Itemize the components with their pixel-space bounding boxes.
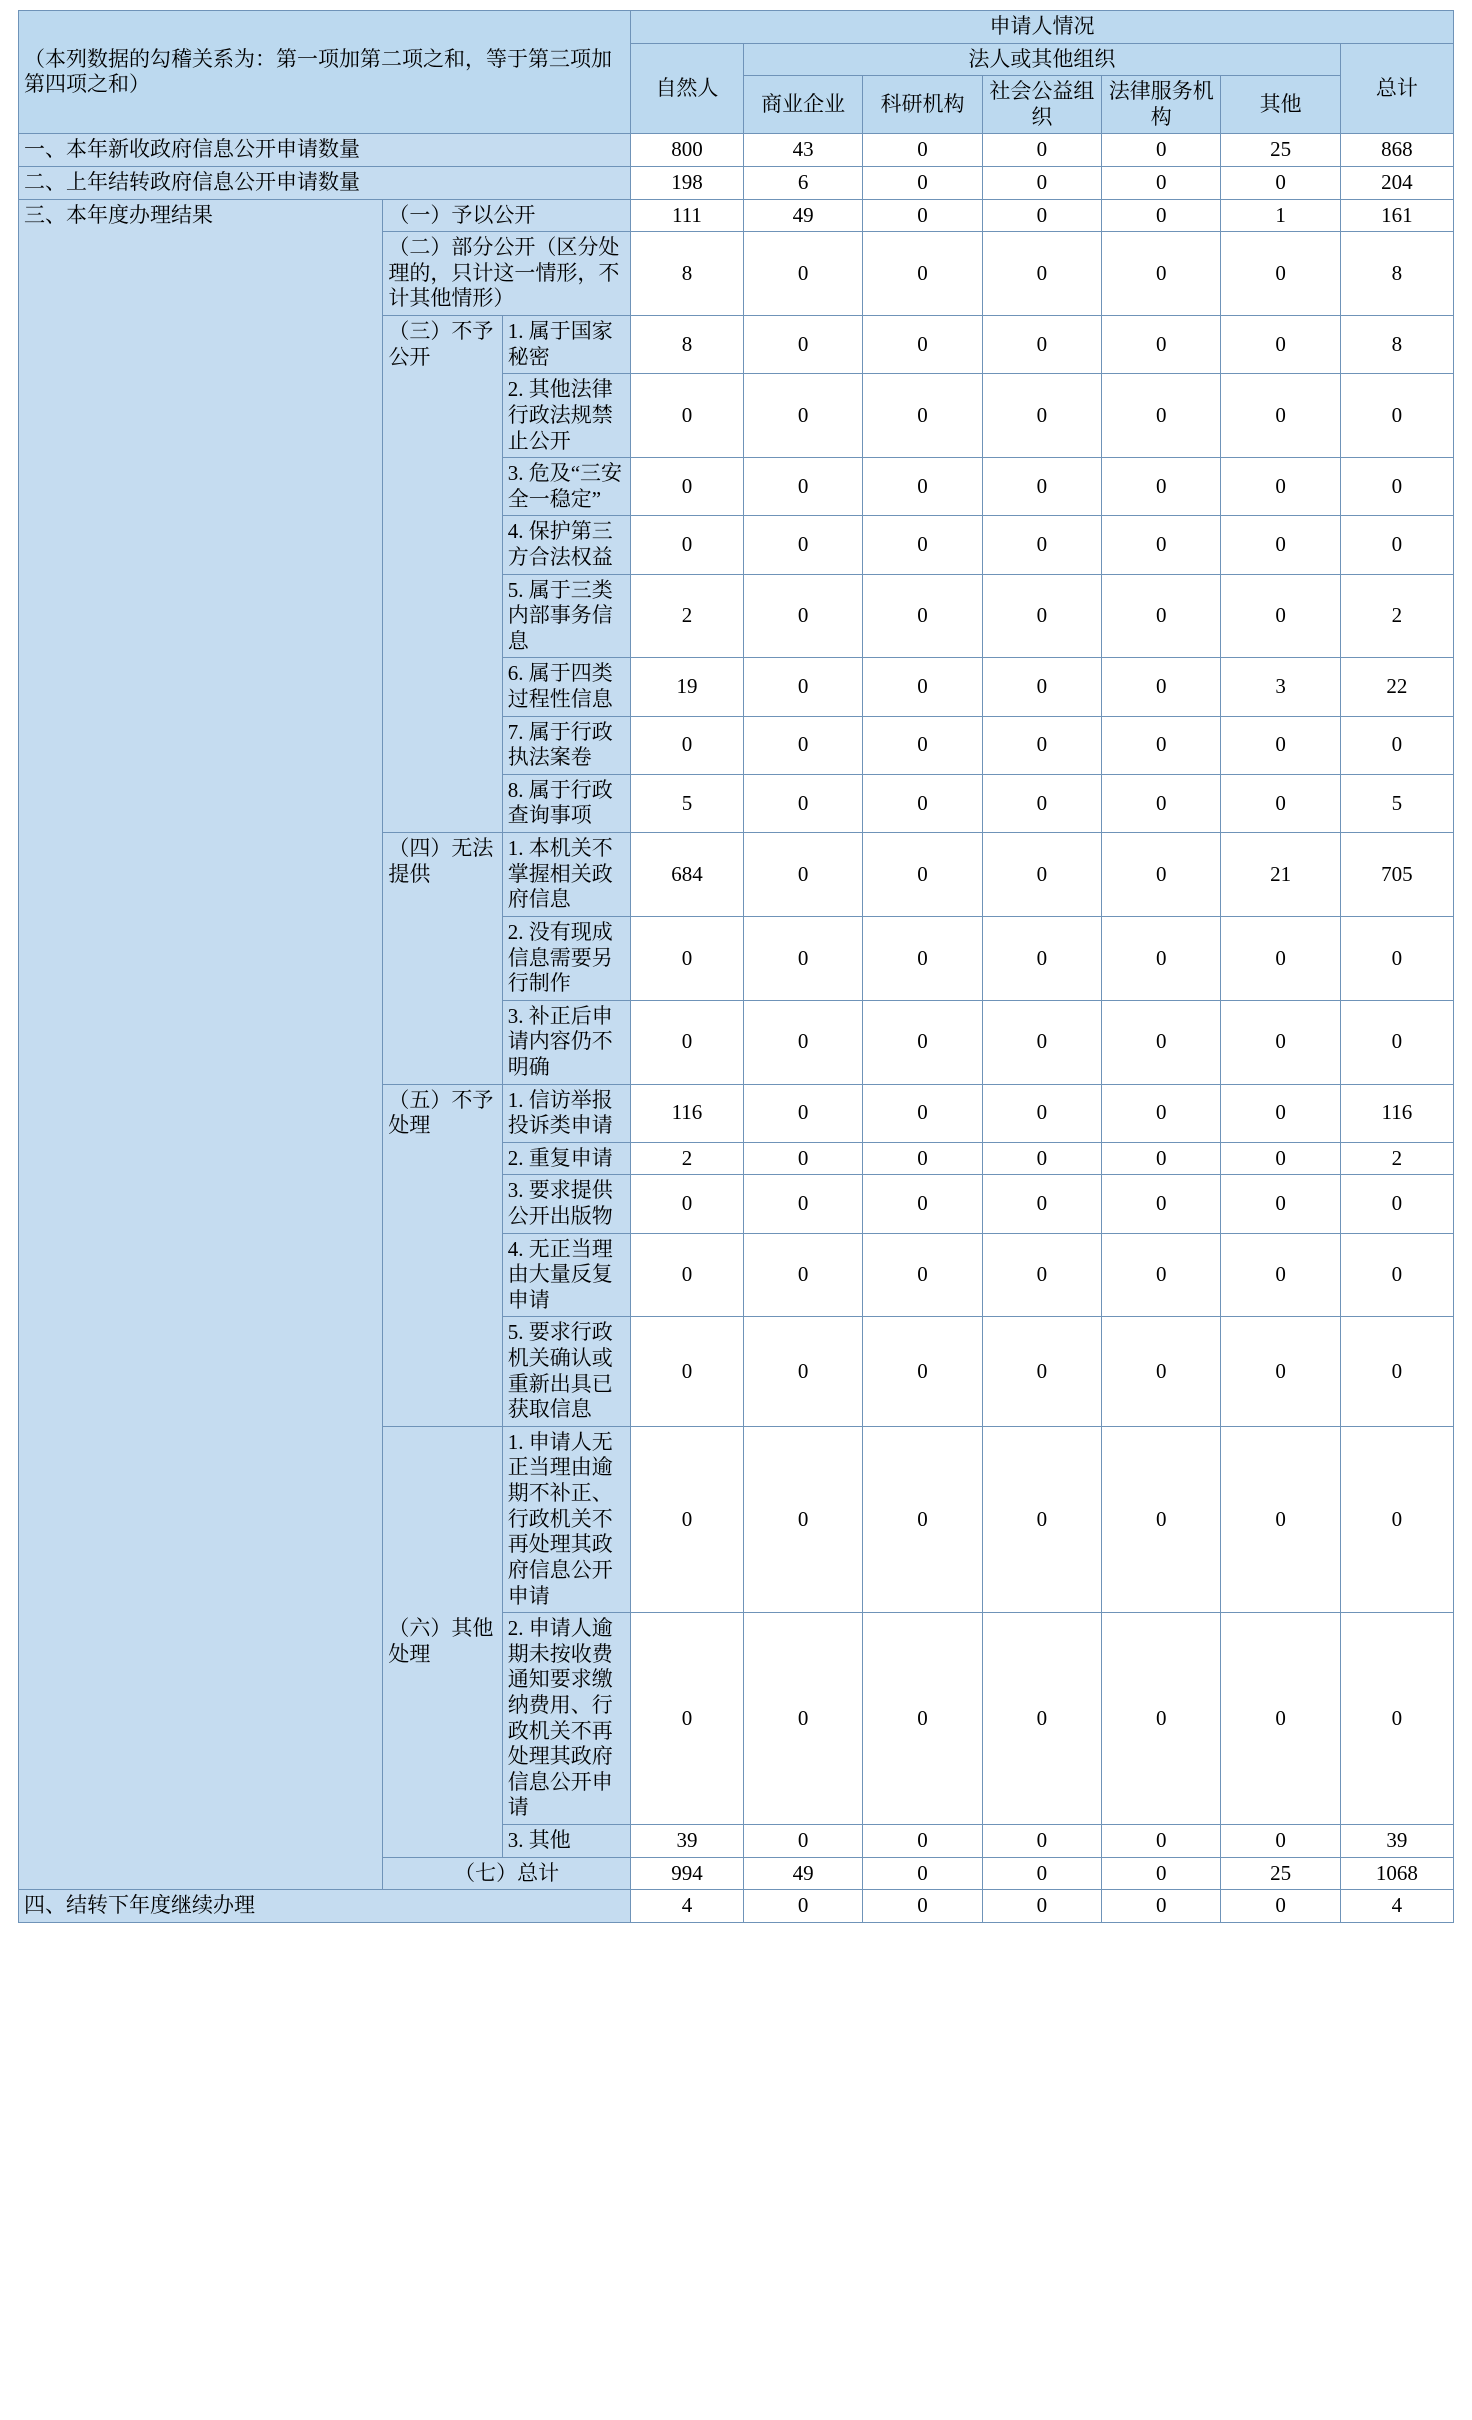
cell-value: 0 bbox=[1221, 1142, 1340, 1175]
cell-value: 0 bbox=[982, 1613, 1101, 1825]
row-sublabel-still-unclear: 3. 补正后申请内容仍不明确 bbox=[502, 1000, 630, 1084]
cell-value: 0 bbox=[1102, 232, 1221, 316]
cell-value: 0 bbox=[1221, 1084, 1340, 1142]
cell-value: 0 bbox=[743, 1142, 862, 1175]
row-sublabel-three-safety: 3. 危及“三安全一稳定” bbox=[502, 458, 630, 516]
cell-value: 0 bbox=[1102, 1233, 1221, 1317]
cell-value: 39 bbox=[630, 1825, 743, 1858]
cell-value: 0 bbox=[982, 1142, 1101, 1175]
cell-value: 0 bbox=[743, 458, 862, 516]
row-sublabel-no-correction: 1. 申请人无正当理由逾期不补正、行政机关不再处理其政府信息公开申请 bbox=[502, 1426, 630, 1612]
cell-value: 0 bbox=[743, 1084, 862, 1142]
header-natural-person: 自然人 bbox=[630, 43, 743, 134]
row-label-other-handling: （六）其他处理 bbox=[383, 1426, 502, 1857]
cell-value: 0 bbox=[1340, 1317, 1453, 1426]
cell-value: 0 bbox=[863, 658, 982, 716]
cell-value: 8 bbox=[1340, 316, 1453, 374]
cell-value: 0 bbox=[1340, 1233, 1453, 1317]
cell-value: 0 bbox=[863, 574, 982, 658]
cell-value: 1 bbox=[1221, 199, 1340, 232]
cell-value: 0 bbox=[863, 516, 982, 574]
cell-value: 0 bbox=[630, 1426, 743, 1612]
header-grand-total: 总计 bbox=[1340, 43, 1453, 134]
cell-value: 21 bbox=[1221, 833, 1340, 917]
cell-value: 0 bbox=[1221, 774, 1340, 832]
cell-value: 0 bbox=[982, 167, 1101, 200]
cell-value: 0 bbox=[863, 1825, 982, 1858]
cell-value: 161 bbox=[1340, 199, 1453, 232]
cell-value: 0 bbox=[982, 199, 1101, 232]
row-label-new-applications: 一、本年新收政府信息公开申请数量 bbox=[19, 134, 631, 167]
header-org-public-welfare: 社会公益组织 bbox=[982, 76, 1101, 134]
cell-value: 0 bbox=[863, 1233, 982, 1317]
cell-value: 0 bbox=[1102, 1317, 1221, 1426]
cell-value: 0 bbox=[1102, 516, 1221, 574]
cell-value: 2 bbox=[1340, 574, 1453, 658]
cell-value: 0 bbox=[1221, 232, 1340, 316]
row-sublabel-admin-query: 8. 属于行政查询事项 bbox=[502, 774, 630, 832]
cell-value: 0 bbox=[743, 658, 862, 716]
cell-value: 0 bbox=[630, 716, 743, 774]
cell-value: 0 bbox=[743, 1175, 862, 1233]
cell-value: 8 bbox=[630, 232, 743, 316]
cell-value: 0 bbox=[863, 458, 982, 516]
cell-value: 0 bbox=[743, 833, 862, 917]
cell-value: 8 bbox=[630, 316, 743, 374]
cell-value: 0 bbox=[863, 167, 982, 200]
row-sublabel-publication: 3. 要求提供公开出版物 bbox=[502, 1175, 630, 1233]
cell-value: 0 bbox=[863, 1317, 982, 1426]
cell-value: 0 bbox=[1221, 1426, 1340, 1612]
header-org-research: 科研机构 bbox=[863, 76, 982, 134]
row-sublabel-reconfirm-issued: 5. 要求行政机关确认或重新出具已获取信息 bbox=[502, 1317, 630, 1426]
cell-value: 0 bbox=[1102, 316, 1221, 374]
cell-value: 25 bbox=[1221, 1857, 1340, 1890]
cell-value: 0 bbox=[863, 316, 982, 374]
cell-value: 0 bbox=[863, 1890, 982, 1923]
row-sublabel-not-held: 1. 本机关不掌握相关政府信息 bbox=[502, 833, 630, 917]
cell-value: 0 bbox=[863, 1000, 982, 1084]
cell-value: 0 bbox=[1340, 1000, 1453, 1084]
cell-value: 0 bbox=[1102, 658, 1221, 716]
row-sublabel-third-party-rights: 4. 保护第三方合法权益 bbox=[502, 516, 630, 574]
row-label-not-disclosed: （三）不予公开 bbox=[383, 316, 502, 833]
cell-value: 0 bbox=[1221, 374, 1340, 458]
cell-value: 0 bbox=[982, 1317, 1101, 1426]
cell-value: 0 bbox=[1102, 167, 1221, 200]
cell-value: 0 bbox=[1221, 1233, 1340, 1317]
cell-value: 800 bbox=[630, 134, 743, 167]
row-label-partially-disclosed: （二）部分公开（区分处理的，只计这一情形，不计其他情形） bbox=[383, 232, 631, 316]
cell-value: 49 bbox=[743, 1857, 862, 1890]
cell-value: 0 bbox=[1221, 1890, 1340, 1923]
cell-value: 0 bbox=[982, 1825, 1101, 1858]
cell-value: 0 bbox=[743, 774, 862, 832]
cell-value: 0 bbox=[743, 1890, 862, 1923]
cell-value: 0 bbox=[743, 1825, 862, 1858]
cell-value: 0 bbox=[1102, 1890, 1221, 1923]
cell-value: 1068 bbox=[1340, 1857, 1453, 1890]
row-sublabel-enforcement-file: 7. 属于行政执法案卷 bbox=[502, 716, 630, 774]
cell-value: 25 bbox=[1221, 134, 1340, 167]
cell-value: 0 bbox=[1340, 716, 1453, 774]
cell-value: 0 bbox=[863, 374, 982, 458]
cell-value: 0 bbox=[1102, 1084, 1221, 1142]
row-sublabel-other: 3. 其他 bbox=[502, 1825, 630, 1858]
cell-value: 0 bbox=[1221, 916, 1340, 1000]
cell-value: 0 bbox=[982, 134, 1101, 167]
cell-value: 0 bbox=[1221, 716, 1340, 774]
cell-value: 0 bbox=[743, 716, 862, 774]
cell-value: 0 bbox=[982, 516, 1101, 574]
cell-value: 43 bbox=[743, 134, 862, 167]
cell-value: 111 bbox=[630, 199, 743, 232]
row-label-disclosed: （一）予以公开 bbox=[383, 199, 631, 232]
cell-value: 0 bbox=[1221, 1175, 1340, 1233]
cell-value: 0 bbox=[630, 1613, 743, 1825]
cell-value: 0 bbox=[630, 516, 743, 574]
cell-value: 0 bbox=[1102, 774, 1221, 832]
cell-value: 684 bbox=[630, 833, 743, 917]
table-note: （本列数据的勾稽关系为：第一项加第二项之和，等于第三项加第四项之和） bbox=[19, 11, 631, 134]
cell-value: 0 bbox=[863, 716, 982, 774]
cell-value: 0 bbox=[743, 574, 862, 658]
row-label-results-total: （七）总计 bbox=[383, 1857, 631, 1890]
cell-value: 0 bbox=[1102, 574, 1221, 658]
header-org-commercial: 商业企业 bbox=[743, 76, 862, 134]
cell-value: 0 bbox=[982, 916, 1101, 1000]
row-sublabel-state-secret: 1. 属于国家秘密 bbox=[502, 316, 630, 374]
cell-value: 0 bbox=[630, 1000, 743, 1084]
cell-value: 0 bbox=[1102, 1000, 1221, 1084]
table-row bbox=[19, 167, 1454, 200]
cell-value: 0 bbox=[630, 1233, 743, 1317]
row-sublabel-law-prohibited: 2. 其他法律行政法规禁止公开 bbox=[502, 374, 630, 458]
cell-value: 0 bbox=[630, 1317, 743, 1426]
cell-value: 2 bbox=[1340, 1142, 1453, 1175]
cell-value: 0 bbox=[982, 316, 1101, 374]
row-sublabel-repeated-unreasonable: 4. 无正当理由大量反复申请 bbox=[502, 1233, 630, 1317]
cell-value: 39 bbox=[1340, 1825, 1453, 1858]
cell-value: 0 bbox=[982, 1084, 1101, 1142]
cell-value: 0 bbox=[630, 916, 743, 1000]
table-row bbox=[19, 1890, 1454, 1923]
header-row-1 bbox=[19, 11, 1454, 44]
table-row bbox=[19, 199, 1454, 232]
cell-value: 0 bbox=[1102, 716, 1221, 774]
cell-value: 0 bbox=[1102, 458, 1221, 516]
cell-value: 0 bbox=[863, 199, 982, 232]
cell-value: 0 bbox=[863, 1857, 982, 1890]
cell-value: 0 bbox=[743, 1000, 862, 1084]
cell-value: 0 bbox=[743, 1317, 862, 1426]
cell-value: 0 bbox=[1221, 458, 1340, 516]
cell-value: 0 bbox=[1221, 574, 1340, 658]
cell-value: 0 bbox=[1221, 167, 1340, 200]
cell-value: 0 bbox=[630, 1175, 743, 1233]
cell-value: 0 bbox=[743, 374, 862, 458]
cell-value: 0 bbox=[1340, 374, 1453, 458]
cell-value: 0 bbox=[982, 232, 1101, 316]
cell-value: 0 bbox=[1102, 1857, 1221, 1890]
row-label-carry-to-next-year: 四、结转下年度继续办理 bbox=[19, 1890, 631, 1923]
cell-value: 0 bbox=[982, 1426, 1101, 1612]
cell-value: 3 bbox=[1221, 658, 1340, 716]
cell-value: 0 bbox=[743, 1233, 862, 1317]
row-sublabel-complaint-type: 1. 信访举报投诉类申请 bbox=[502, 1084, 630, 1142]
cell-value: 0 bbox=[630, 458, 743, 516]
cell-value: 0 bbox=[863, 1426, 982, 1612]
cell-value: 5 bbox=[630, 774, 743, 832]
cell-value: 0 bbox=[1102, 1613, 1221, 1825]
cell-value: 0 bbox=[1102, 1426, 1221, 1612]
cell-value: 0 bbox=[743, 516, 862, 574]
cell-value: 0 bbox=[743, 916, 862, 1000]
row-label-not-processed: （五）不予处理 bbox=[383, 1084, 502, 1426]
cell-value: 19 bbox=[630, 658, 743, 716]
cell-value: 0 bbox=[1340, 1175, 1453, 1233]
cell-value: 0 bbox=[1102, 199, 1221, 232]
cell-value: 6 bbox=[743, 167, 862, 200]
cell-value: 0 bbox=[1221, 1613, 1340, 1825]
cell-value: 0 bbox=[982, 658, 1101, 716]
cell-value: 0 bbox=[743, 316, 862, 374]
cell-value: 49 bbox=[743, 199, 862, 232]
cell-value: 0 bbox=[863, 1084, 982, 1142]
cell-value: 0 bbox=[1102, 374, 1221, 458]
header-legal-or-other: 法人或其他组织 bbox=[743, 43, 1340, 76]
cell-value: 0 bbox=[982, 374, 1101, 458]
row-sublabel-internal-affairs: 5. 属于三类内部事务信息 bbox=[502, 574, 630, 658]
cell-value: 0 bbox=[1102, 833, 1221, 917]
row-sublabel-duplicate: 2. 重复申请 bbox=[502, 1142, 630, 1175]
cell-value: 868 bbox=[1340, 134, 1453, 167]
header-org-other: 其他 bbox=[1221, 76, 1340, 134]
row-sublabel-process-info: 6. 属于四类过程性信息 bbox=[502, 658, 630, 716]
row-sublabel-needs-creation: 2. 没有现成信息需要另行制作 bbox=[502, 916, 630, 1000]
cell-value: 0 bbox=[1340, 1613, 1453, 1825]
cell-value: 0 bbox=[863, 833, 982, 917]
gov-info-disclosure-table bbox=[18, 10, 1454, 1923]
cell-value: 0 bbox=[982, 1233, 1101, 1317]
cell-value: 0 bbox=[1102, 1175, 1221, 1233]
cell-value: 0 bbox=[1340, 516, 1453, 574]
cell-value: 0 bbox=[1340, 1426, 1453, 1612]
cell-value: 0 bbox=[630, 374, 743, 458]
cell-value: 0 bbox=[1221, 316, 1340, 374]
cell-value: 4 bbox=[630, 1890, 743, 1923]
cell-value: 0 bbox=[982, 574, 1101, 658]
cell-value: 705 bbox=[1340, 833, 1453, 917]
cell-value: 198 bbox=[630, 167, 743, 200]
cell-value: 0 bbox=[982, 1175, 1101, 1233]
cell-value: 0 bbox=[982, 774, 1101, 832]
cell-value: 0 bbox=[982, 1890, 1101, 1923]
cell-value: 0 bbox=[863, 232, 982, 316]
header-applicant-group: 申请人情况 bbox=[630, 11, 1453, 44]
cell-value: 116 bbox=[1340, 1084, 1453, 1142]
cell-value: 0 bbox=[743, 232, 862, 316]
cell-value: 0 bbox=[982, 458, 1101, 516]
cell-value: 5 bbox=[1340, 774, 1453, 832]
row-label-carried-over: 二、上年结转政府信息公开申请数量 bbox=[19, 167, 631, 200]
cell-value: 0 bbox=[1221, 1317, 1340, 1426]
cell-value: 8 bbox=[1340, 232, 1453, 316]
cell-value: 994 bbox=[630, 1857, 743, 1890]
cell-value: 0 bbox=[1221, 516, 1340, 574]
cell-value: 2 bbox=[630, 1142, 743, 1175]
row-group-label-results: 三、本年度办理结果 bbox=[19, 199, 383, 1890]
cell-value: 0 bbox=[863, 1142, 982, 1175]
cell-value: 0 bbox=[1102, 1142, 1221, 1175]
cell-value: 0 bbox=[1102, 134, 1221, 167]
cell-value: 0 bbox=[1340, 916, 1453, 1000]
cell-value: 0 bbox=[863, 916, 982, 1000]
cell-value: 4 bbox=[1340, 1890, 1453, 1923]
row-sublabel-no-payment: 2. 申请人逾期未按收费通知要求缴纳费用、行政机关不再处理其政府信息公开申请 bbox=[502, 1613, 630, 1825]
table-row bbox=[19, 134, 1454, 167]
cell-value: 0 bbox=[1102, 916, 1221, 1000]
cell-value: 0 bbox=[982, 716, 1101, 774]
row-label-unable-to-provide: （四）无法提供 bbox=[383, 833, 502, 1084]
cell-value: 0 bbox=[1102, 1825, 1221, 1858]
cell-value: 204 bbox=[1340, 167, 1453, 200]
cell-value: 116 bbox=[630, 1084, 743, 1142]
cell-value: 0 bbox=[863, 1613, 982, 1825]
cell-value: 0 bbox=[863, 774, 982, 832]
cell-value: 0 bbox=[982, 1000, 1101, 1084]
cell-value: 0 bbox=[743, 1426, 862, 1612]
cell-value: 0 bbox=[863, 134, 982, 167]
cell-value: 2 bbox=[630, 574, 743, 658]
cell-value: 0 bbox=[863, 1175, 982, 1233]
cell-value: 22 bbox=[1340, 658, 1453, 716]
cell-value: 0 bbox=[982, 1857, 1101, 1890]
cell-value: 0 bbox=[1221, 1000, 1340, 1084]
header-org-legal-service: 法律服务机构 bbox=[1102, 76, 1221, 134]
cell-value: 0 bbox=[982, 833, 1101, 917]
cell-value: 0 bbox=[1221, 1825, 1340, 1858]
cell-value: 0 bbox=[1340, 458, 1453, 516]
cell-value: 0 bbox=[743, 1613, 862, 1825]
